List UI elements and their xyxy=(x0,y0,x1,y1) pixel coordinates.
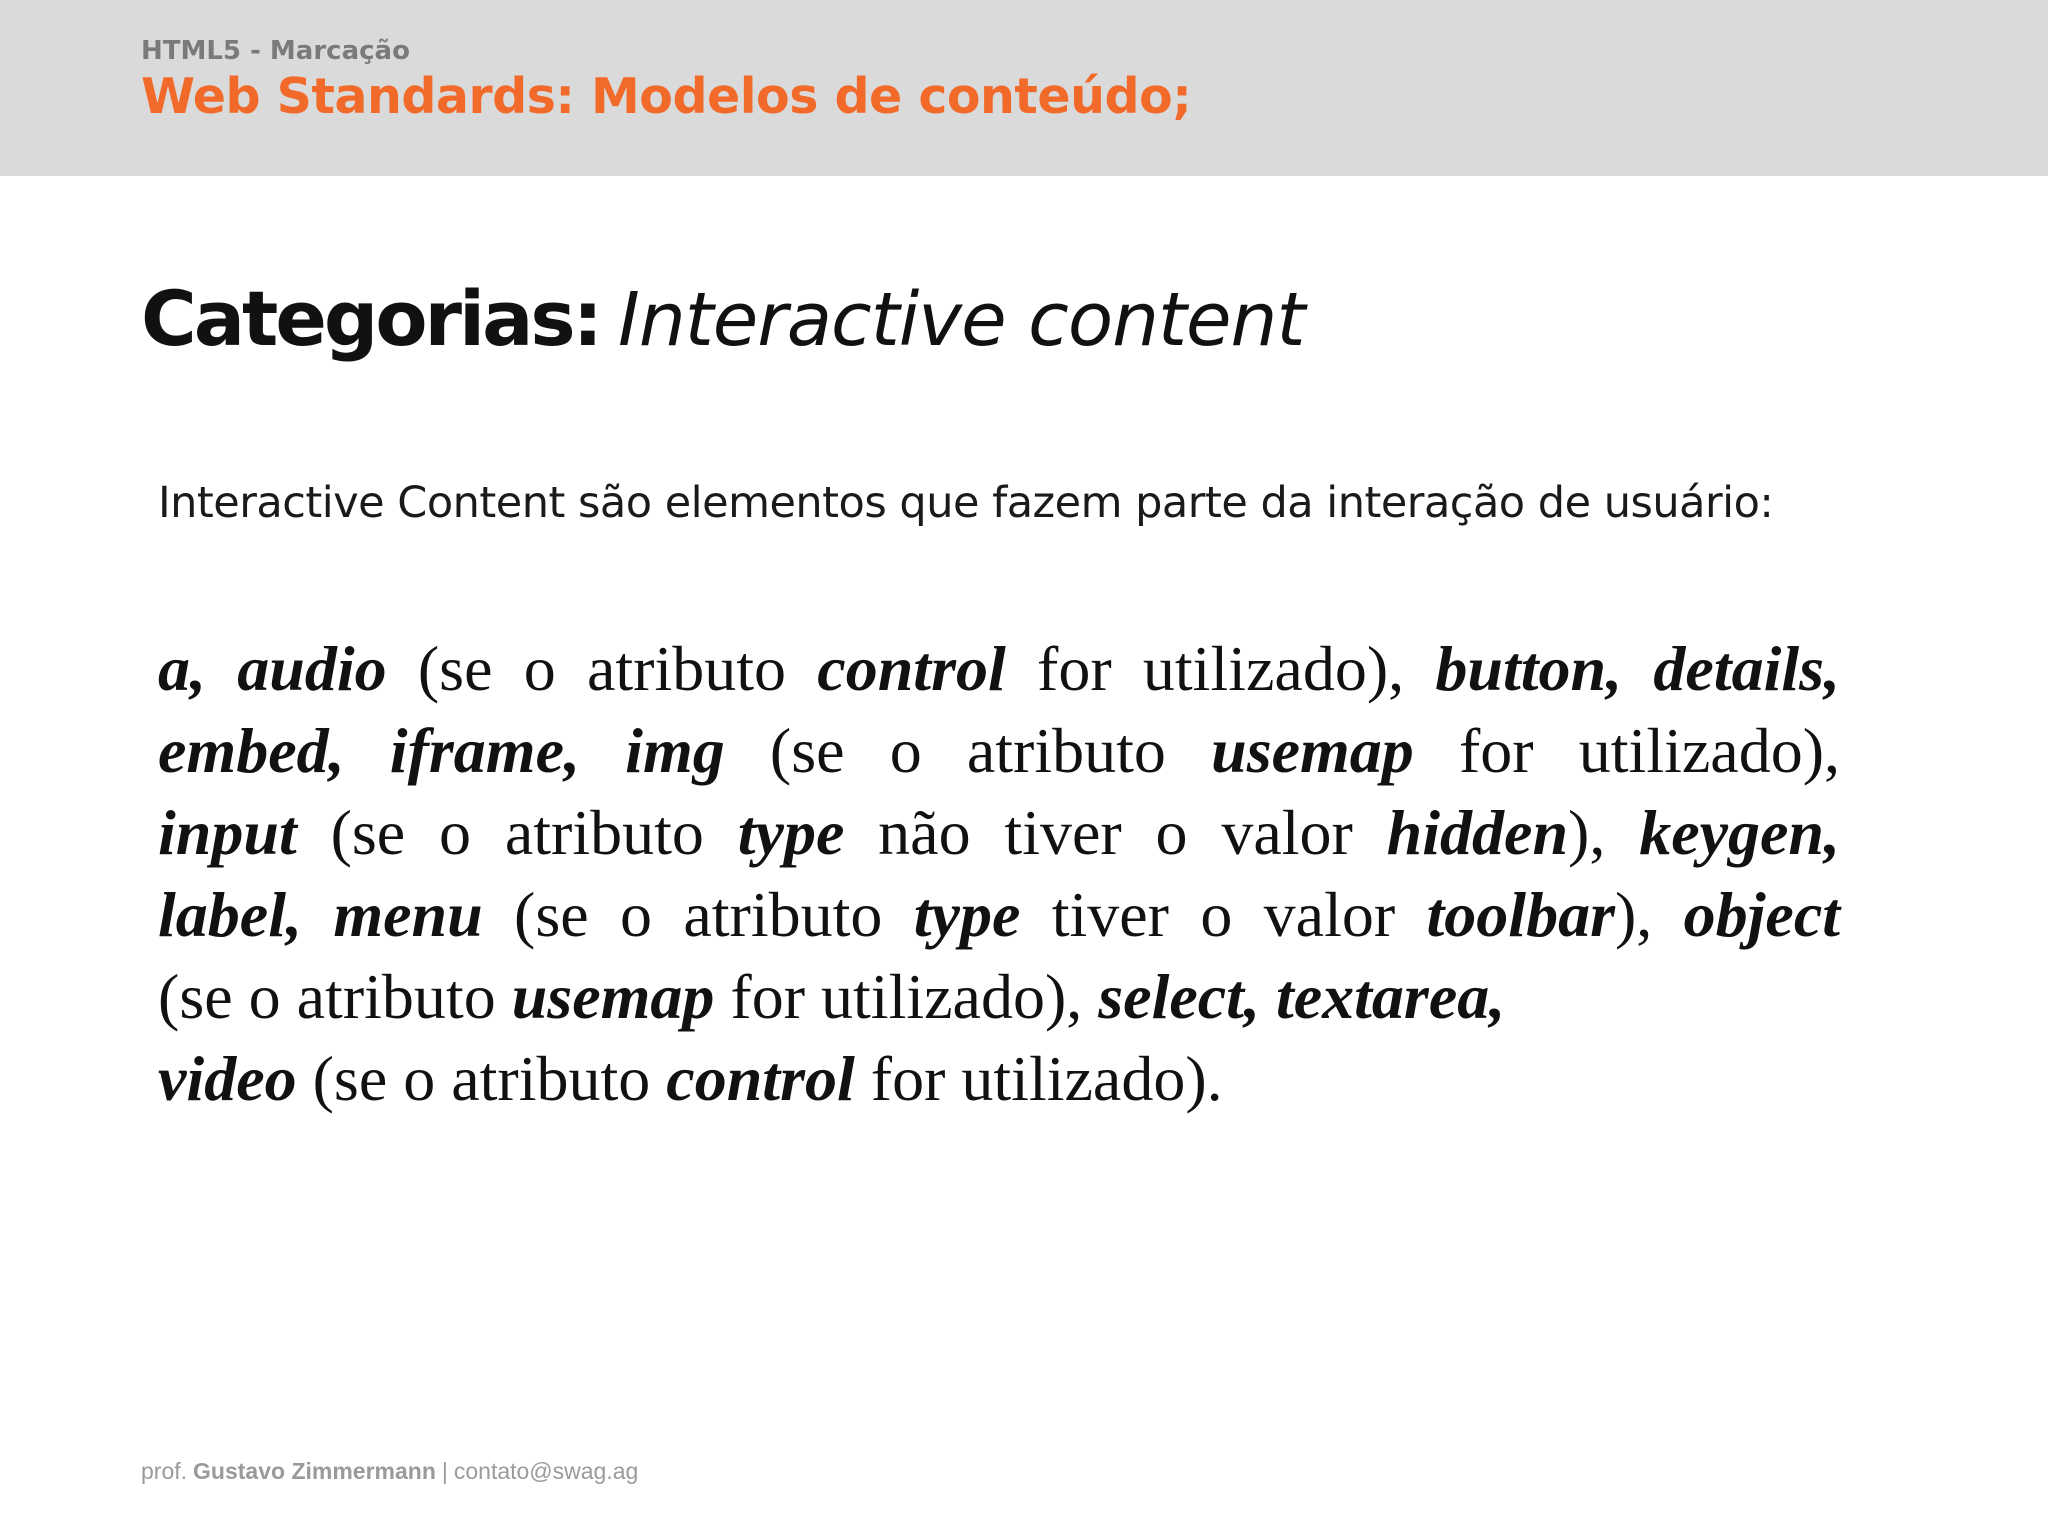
plain-text: for utilizado). xyxy=(854,1043,1223,1114)
footer-credit xyxy=(141,1458,638,1485)
keyword: img xyxy=(625,715,725,786)
keyword: label, xyxy=(158,879,302,950)
plain-text: (se o atributo xyxy=(296,797,738,868)
keyword: control xyxy=(666,1043,855,1114)
plain-text: (se o atributo xyxy=(482,879,914,950)
plain-text: ), xyxy=(1568,797,1640,868)
keyword: object xyxy=(1683,879,1840,950)
list-line xyxy=(158,874,1840,956)
plain-text: (se o atributo xyxy=(386,633,818,704)
keyword: control xyxy=(817,633,1006,704)
keyword: type xyxy=(913,879,1021,950)
list-line xyxy=(158,628,1840,710)
plain-text: tiver o valor xyxy=(1020,879,1427,950)
keyword: textarea, xyxy=(1275,961,1506,1032)
plain-text: for utilizado), xyxy=(1005,633,1436,704)
list-line xyxy=(158,1038,1840,1120)
keyword: audio xyxy=(237,633,387,704)
keyword: a, xyxy=(158,633,206,704)
slide-heading-light: Interactive content xyxy=(618,277,1305,363)
plain-text: (se o atributo xyxy=(158,961,512,1032)
keyword: input xyxy=(158,797,297,868)
slide-heading-strong: Categorias: xyxy=(141,274,600,363)
keyword: select, xyxy=(1098,961,1260,1032)
keyword: usemap xyxy=(511,961,715,1032)
keyword: details, xyxy=(1653,633,1841,704)
keyword: toolbar xyxy=(1426,879,1615,950)
header-title: Web Standards: Modelos de conteúdo; xyxy=(141,68,1192,125)
list-line xyxy=(158,956,1840,1038)
keyword: iframe, xyxy=(389,715,580,786)
footer-email: contato@swag.ag xyxy=(453,1458,639,1484)
footer-separator: | xyxy=(441,1458,448,1484)
footer-prefix: prof. xyxy=(141,1458,188,1484)
plain-text: for utilizado), xyxy=(714,961,1099,1032)
plain-text: (se o atributo xyxy=(296,1043,667,1114)
footer-author-name: Gustavo Zimmermann xyxy=(193,1458,436,1484)
keyword: usemap xyxy=(1211,715,1414,786)
slide-heading xyxy=(141,274,1304,363)
plain-text: ), xyxy=(1614,879,1684,950)
keyword: keygen, xyxy=(1639,797,1840,868)
plain-text: não tiver o valor xyxy=(844,797,1387,868)
header-subtitle: HTML5 - Marcação xyxy=(141,36,410,66)
keyword: button, xyxy=(1435,633,1623,704)
keyword: video xyxy=(158,1043,297,1114)
list-line xyxy=(158,710,1840,792)
keyword: embed, xyxy=(158,715,345,786)
keyword: hidden xyxy=(1386,797,1569,868)
keyword: menu xyxy=(333,879,483,950)
interactive-elements-list xyxy=(158,628,1840,1120)
list-line xyxy=(158,792,1840,874)
plain-text: for utilizado), xyxy=(1413,715,1841,786)
plain-text: (se o atributo xyxy=(724,715,1212,786)
intro-text: Interactive Content são elementos que fazem parte da interação de usuário: xyxy=(158,478,1774,528)
keyword: type xyxy=(737,797,845,868)
header-band xyxy=(0,0,2048,176)
